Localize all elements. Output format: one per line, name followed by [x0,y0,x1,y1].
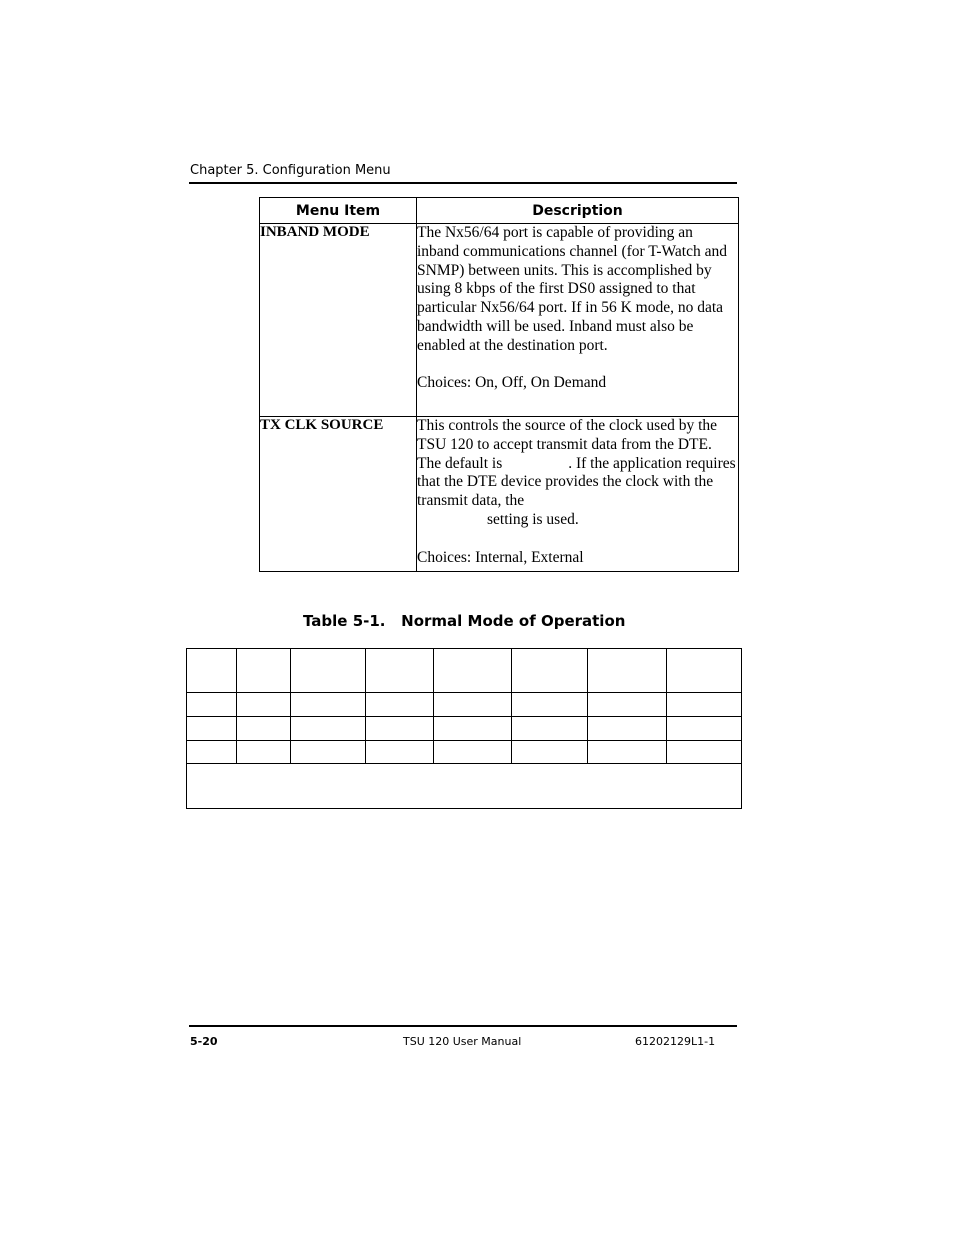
menu-item-name: TX CLK SOURCE [260,417,417,572]
table-cell [434,717,512,741]
description-part-3: setting is used. [487,510,579,528]
table-row [187,717,742,741]
choices-text: Choices: Internal, External [417,548,584,566]
table-cell [667,649,742,693]
footer-rule [189,1025,737,1027]
table-cell [237,693,291,717]
table-cell [237,717,291,741]
table-cell [237,649,291,693]
manual-title: TSU 120 User Manual [403,1035,522,1048]
table-row [260,417,739,572]
choices-text: Choices: On, Off, On Demand [417,374,607,392]
column-header-menu-item: Menu Item [260,198,417,224]
menu-item-description [417,224,739,417]
table-cell [667,693,742,717]
description-part-2: . If the application requires that the DTE device provides the clock with the transmit data, the [417,454,736,510]
menu-item-table [259,197,739,572]
table-note-cell [187,764,742,809]
table-cell [291,649,366,693]
column-header-description: Description [417,198,739,224]
table-cell [366,649,434,693]
table-cell [588,693,667,717]
table-cell [366,741,434,764]
table-cell [434,693,512,717]
table-cell [512,649,588,693]
table-row [187,693,742,717]
table-cell [588,741,667,764]
table-cell [187,741,237,764]
table-cell [366,693,434,717]
table-cell [512,693,588,717]
table-row [260,224,739,417]
table-caption: Table 5-1. Normal Mode of Operation [303,612,626,630]
table-cell [667,741,742,764]
table-cell [237,741,291,764]
description-part-1: This controls the source of the clock used by the TSU 120 to accept transmit data from the DTE. The default is [417,417,718,472]
description-text: The Nx56/64 port is capable of providing an inband communications channel (for T-Watch and SNMP) between units. This is accomplished by using 8 kbps of the first DS0 assigned to that particular Nx56/64 port. If in 56 K mode, no data bandwidth will be used. Inband must also be enabled at the destination port. [417,224,727,354]
table-cell [588,649,667,693]
table-note-row [187,764,742,809]
table-row [187,741,742,764]
chapter-header: Chapter 5. Configuration Menu [190,163,391,178]
table-cell [366,717,434,741]
description-text [417,417,738,530]
header-rule [189,182,737,184]
normal-mode-table [186,648,742,809]
table-cell [588,717,667,741]
table-cell [434,649,512,693]
table-cell [187,717,237,741]
table-header-row [187,649,742,693]
table-cell [512,717,588,741]
table-cell [187,693,237,717]
table-cell [291,741,366,764]
table-cell [434,741,512,764]
menu-item-description [417,417,739,572]
page-number: 5-20 [190,1035,218,1048]
table-header-row [260,198,739,224]
menu-item-name: INBAND MODE [260,224,417,417]
part-number: 61202129L1-1 [635,1035,716,1048]
table-cell [187,649,237,693]
table-cell [667,717,742,741]
table-cell [512,741,588,764]
table-cell [291,693,366,717]
table-cell [291,717,366,741]
